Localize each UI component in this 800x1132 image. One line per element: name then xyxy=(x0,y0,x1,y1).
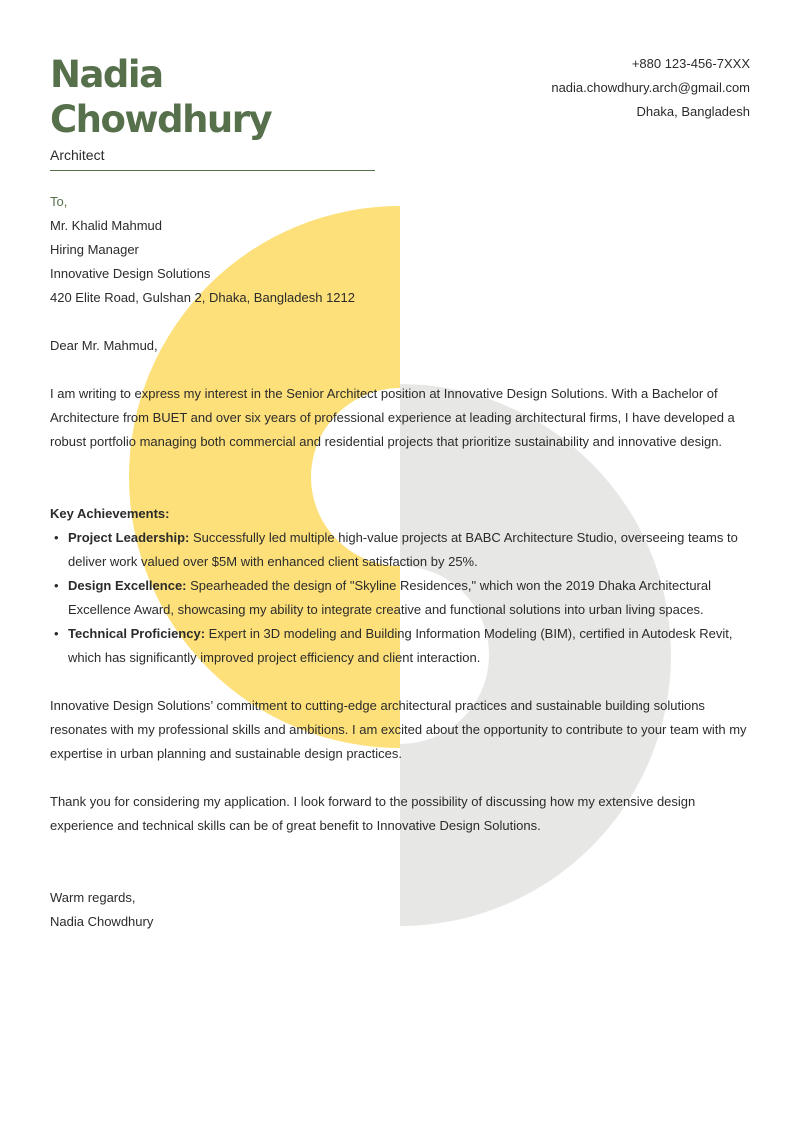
closing-phrase: Warm regards, xyxy=(50,890,136,905)
list-item xyxy=(50,574,756,622)
recipient-name: Mr. Khalid Mahmud xyxy=(50,218,162,233)
closing-block xyxy=(50,886,153,934)
phone-number: +880 123-456-7XXX xyxy=(631,56,750,71)
achievements-heading: Key Achievements: xyxy=(50,506,170,521)
achievement-term: Project Leadership: xyxy=(68,530,190,545)
salutation: Dear Mr. Mahmud, xyxy=(50,338,158,353)
achievement-term: Design Excellence: xyxy=(68,578,187,593)
list-item xyxy=(50,526,756,574)
first-name: Nadia xyxy=(50,53,163,96)
achievement-term: Technical Proficiency: xyxy=(68,626,206,641)
recipient-block xyxy=(50,190,355,310)
bullet-icon: • xyxy=(54,578,59,593)
recipient-address: 420 Elite Road, Gulshan 2, Dhaka, Bangladesh 1212 xyxy=(50,290,355,305)
list-item xyxy=(50,622,756,670)
bullet-icon: • xyxy=(54,530,59,545)
recipient-company: Innovative Design Solutions xyxy=(50,266,211,281)
achievement-text: Spearheaded the design of "Skyline Residences," which won the 2019 Dhaka Architectural Excellence Award, showcasing my ability to integrate creative and functional solutions into urban living spaces. xyxy=(68,578,711,617)
header-divider xyxy=(50,170,375,171)
applicant-name xyxy=(50,52,271,142)
last-name: Chowdhury xyxy=(50,98,272,141)
bullet-icon: • xyxy=(54,626,59,641)
to-label: To, xyxy=(50,194,68,209)
achievement-text: Expert in 3D modeling and Building Information Modeling (BIM), certified in Autodesk Revit, which has significantly improved project efficiency and client interaction. xyxy=(68,626,733,665)
job-title: Architect xyxy=(50,147,105,163)
thanks-paragraph: Thank you for considering my application. I look forward to the possibility of discussing how my extensive design experience and technical skills can be of great benefit to Innovative Design Solutions. xyxy=(50,794,696,833)
signature-name: Nadia Chowdhury xyxy=(50,914,154,929)
intro-paragraph: I am writing to express my interest in the Senior Architect position at Innovative Design Solutions. With a Bachelor of Architecture from BUET and over six years of professional experience at leading architectural firms, I have developed a robust portfolio managing both commercial and residential projects that prioritize sustainability and innovative design. xyxy=(50,386,735,449)
achievement-text: Successfully led multiple high-value projects at BABC Architecture Studio, overseeing teams to deliver work valued over $5M with enhanced client satisfaction by 25%. xyxy=(68,530,738,569)
recipient-title: Hiring Manager xyxy=(50,242,139,257)
location: Dhaka, Bangladesh xyxy=(636,104,750,119)
email-address: nadia.chowdhury.arch@gmail.com xyxy=(551,80,750,95)
achievements-list xyxy=(50,526,756,670)
motivation-paragraph: Innovative Design Solutions’ commitment to cutting-edge architectural practices and sustainable building solutions resonates with my professional skills and ambitions. I am excited about the opportunity to contribute to your team with my expertise in urban planning and sustainable design practices. xyxy=(50,698,747,761)
contact-info xyxy=(551,52,750,124)
